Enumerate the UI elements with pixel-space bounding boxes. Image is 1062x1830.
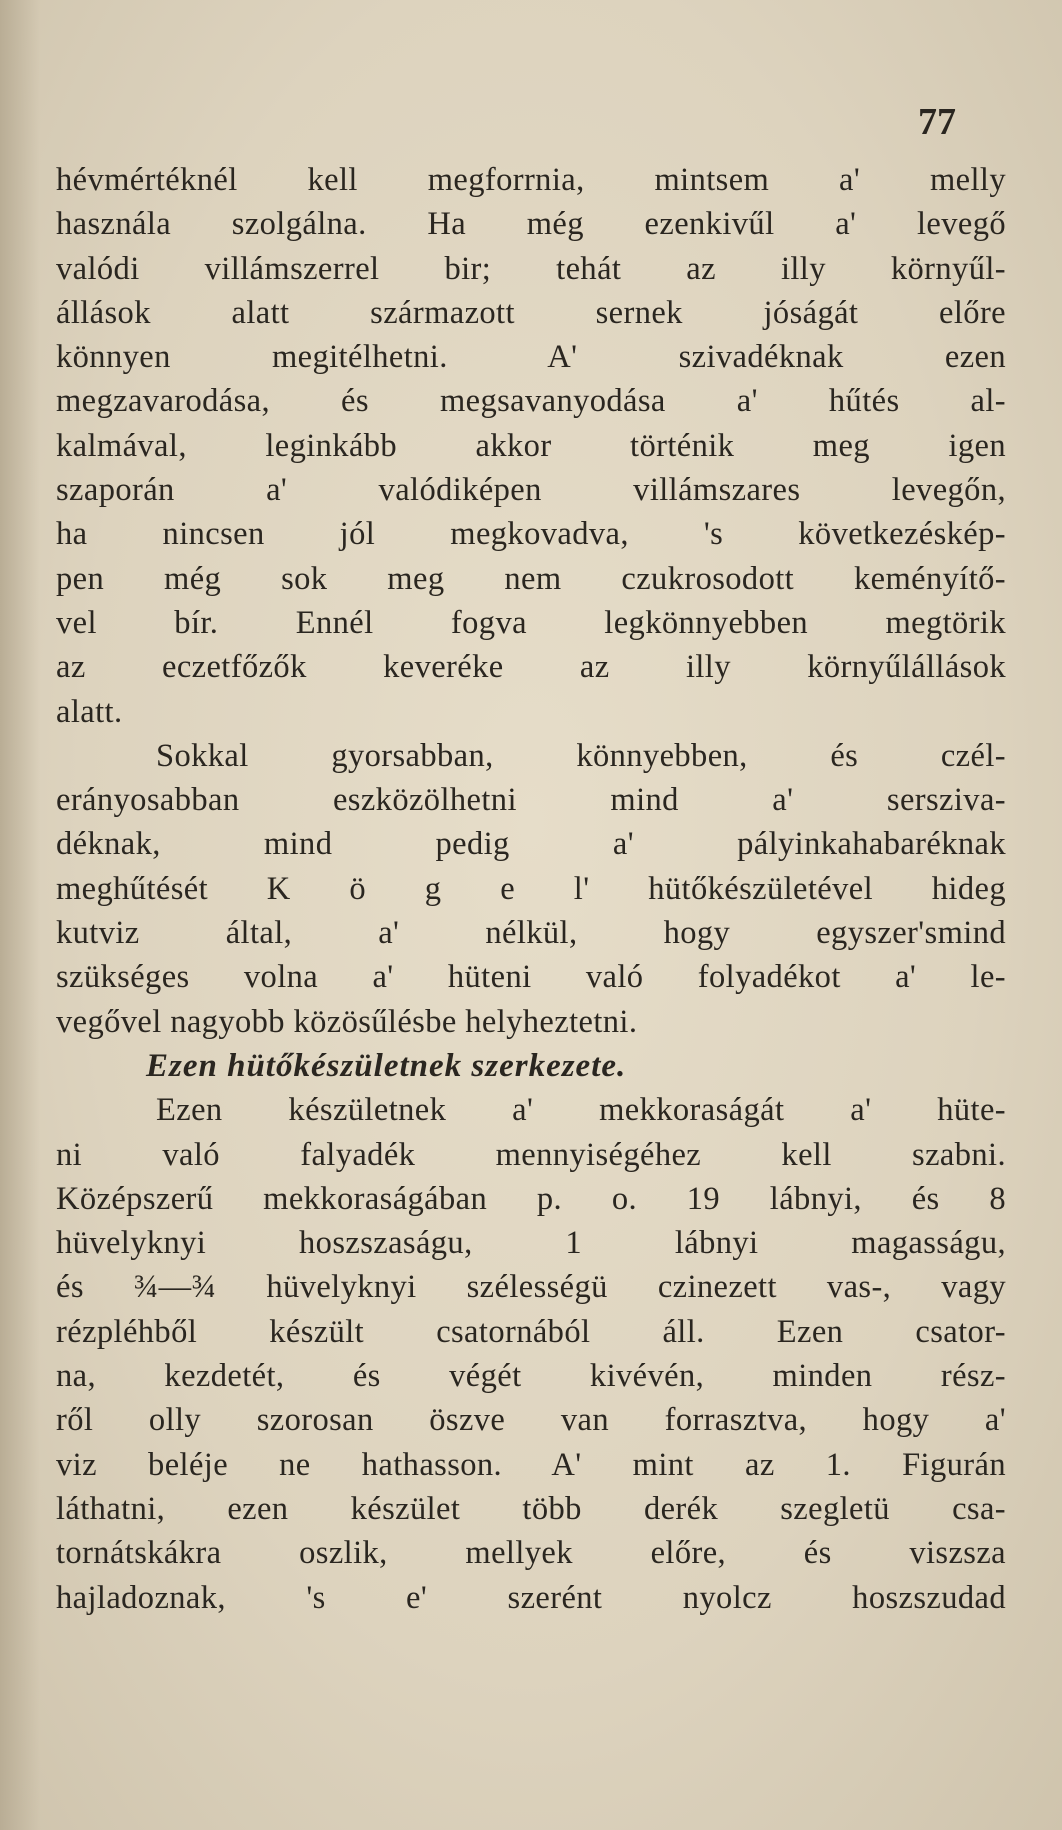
text-line: vel bír. Ennél fogva legkönnyebben megtörik bbox=[56, 604, 1006, 641]
text-line: pen még sok meg nem czukrosodott keményítő- bbox=[56, 560, 1006, 597]
text-line: erányosabban eszközölhetni mind a' sersziva- bbox=[56, 782, 1006, 819]
text-line: ről olly szorosan öszve van forrasztva, hogy a' bbox=[56, 1402, 1006, 1439]
text-line: ni való falyadék mennyiségéhez kell szabni. bbox=[56, 1136, 1006, 1173]
page-number: 77 bbox=[918, 101, 956, 143]
text-line: alatt. bbox=[56, 693, 123, 730]
text-line: kutviz által, a' nélkül, hogy egyszer'smind bbox=[56, 915, 1006, 952]
text-line: Középszerű mekkoraságában p. o. 19 lábnyi, és 8 bbox=[56, 1180, 1006, 1217]
text-line: valódi villámszerrel bir; tehát az illy környűl- bbox=[56, 250, 1006, 287]
paragraph-2 bbox=[56, 734, 1006, 1044]
text-line: és ¾—¾ hüvelyknyi szélességü czinezett vas-, vagy bbox=[56, 1269, 1006, 1306]
text-line: na, kezdetét, és végét kivévén, minden rész- bbox=[56, 1358, 1006, 1395]
page-shadow bbox=[0, 0, 40, 1830]
text-line: Ezen készületnek a' mekkoraságát a' hüte- bbox=[156, 1092, 1006, 1129]
paragraph-1 bbox=[56, 158, 1006, 734]
text-line: az eczetfőzők keveréke az illy környűlállások bbox=[56, 649, 1006, 686]
text-line: ha nincsen jól megkovadva, 's következéskép- bbox=[56, 516, 1006, 553]
text-line: rézpléhből készült csatornából áll. Ezen csator- bbox=[56, 1313, 1006, 1350]
text-line: déknak, mind pedig a' pályinkahabaréknak bbox=[56, 826, 1006, 863]
text-line: megzavarodása, és megsavanyodása a' hűtés al- bbox=[56, 383, 1006, 420]
text-line: szaporán a' valódiképen villámszares levegőn, bbox=[56, 472, 1006, 509]
text-line: hajladoznak, 's e' szerént nyolcz hoszszudad bbox=[56, 1579, 1006, 1616]
text-line: láthatni, ezen készület több derék szegletü csa- bbox=[56, 1490, 1006, 1527]
text-line: hüvelyknyi hoszszaságu, 1 lábnyi magasságu, bbox=[56, 1225, 1006, 1262]
text-line: használa szolgálna. Ha még ezenkivűl a' levegő bbox=[56, 206, 1006, 243]
body-text bbox=[56, 158, 1006, 1620]
text-line: könnyen megitélhetni. A' szivadéknak ezen bbox=[56, 339, 1006, 376]
text-line: Sokkal gyorsabban, könnyebben, és czél- bbox=[156, 737, 1006, 774]
text-line: tornátskákra oszlik, mellyek előre, és viszsza bbox=[56, 1535, 1006, 1572]
text-line: kalmával, leginkább akkor történik meg igen bbox=[56, 427, 1006, 464]
section-heading: Ezen hütőkészületnek szerkezete. bbox=[146, 1047, 627, 1084]
text-line: hévmértéknél kell megforrnia, mintsem a' melly bbox=[56, 162, 1006, 198]
text-line: szükséges volna a' hüteni való folyadékot a' le- bbox=[56, 959, 1006, 996]
text-line: vegővel nagyobb közösűlésbe helyheztetni. bbox=[56, 1003, 638, 1040]
text-line: meghűtését K ö g e l' hütőkészületével hideg bbox=[56, 870, 1006, 907]
text-line: viz beléje ne hathasson. A' mint az 1. Figurán bbox=[56, 1446, 1006, 1483]
paragraph-3 bbox=[56, 1088, 1006, 1620]
text-line: állások alatt származott sernek jóságát előre bbox=[56, 294, 1006, 331]
